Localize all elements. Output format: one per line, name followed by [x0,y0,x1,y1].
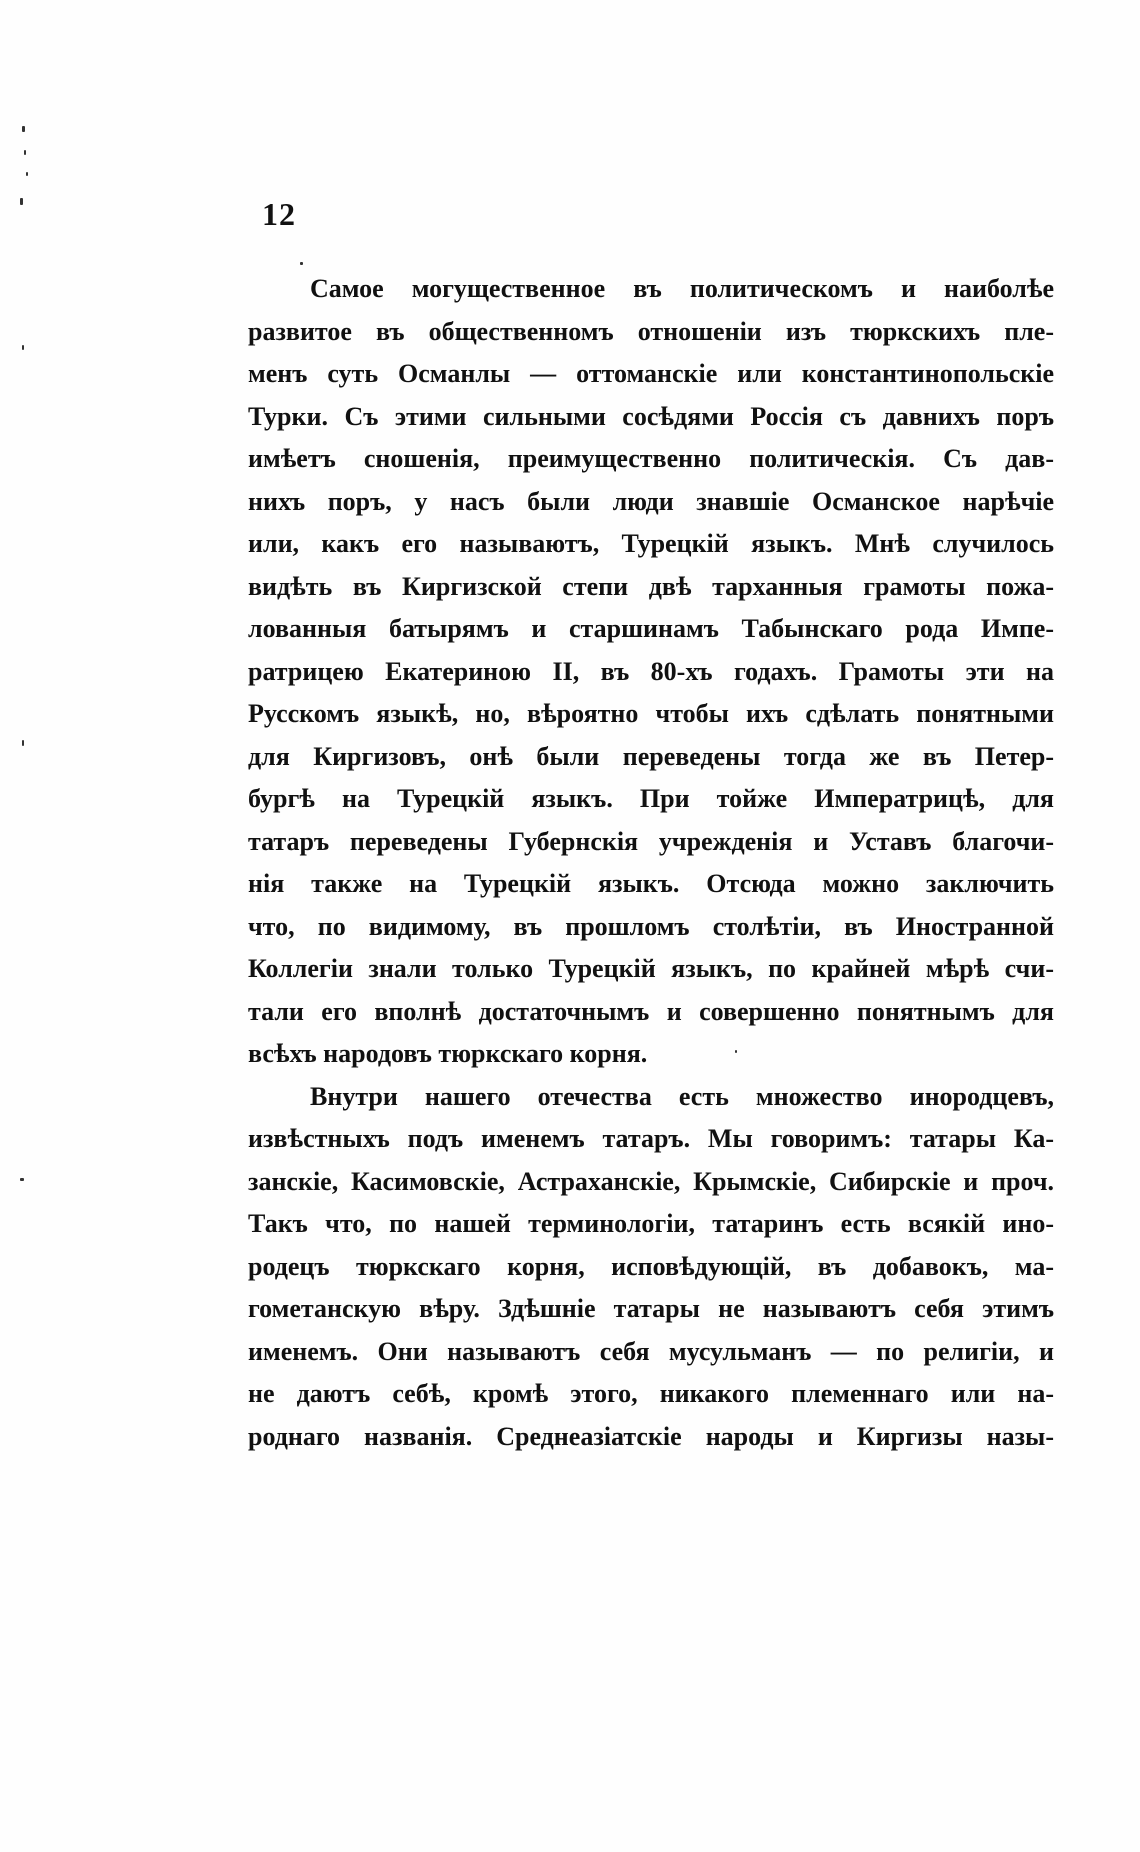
scan-speck [22,740,24,746]
text-line: гометанскую вѣру. Здѣшніе татары не называютъ себя этимъ [248,1294,1054,1323]
text-line: Внутри нашего отечества есть множество инородцевъ, [310,1081,1054,1111]
text-line: не даютъ себѣ, кромѣ этого, никакого племеннаго или на- [248,1379,1054,1408]
scan-speck [24,150,26,155]
text-line: Самое могущественное въ политическомъ и наиболѣе [310,274,1054,303]
scan-speck [20,198,23,205]
text-line: лованныя батырямъ и старшинамъ Табынскаго рода Импе- [248,614,1054,643]
text-line: тали его вполнѣ достаточнымъ и совершенно понятнымъ для [248,996,1054,1026]
body-text [248,268,1054,1458]
text-line: бургѣ на Турецкій языкъ. При тойже Императрицѣ, для [248,784,1054,813]
text-line: Такъ что, по нашей терминологіи, татаринъ есть всякій ино- [248,1209,1054,1238]
text-line: роднаго названія. Среднеазіатскіе народы и Киргизы назы- [248,1421,1054,1451]
text-line: имѣетъ сношенія, преимущественно политическія. Съ дав- [248,444,1054,473]
text-line: татаръ переведены Губернскія учрежденія и Уставъ благочи- [248,826,1054,856]
text-line: нихъ поръ, у насъ были люди знавшіе Османское нарѣчіе [248,486,1054,516]
text-line: ратрицею Екатериною II, въ 80-хъ годахъ. Грамоты эти на [248,656,1054,686]
paragraph-1 [248,268,1054,1076]
text-line: Коллегіи знали только Турецкій языкъ, по крайней мѣрѣ счи- [248,954,1054,983]
text-line: всѣхъ народовъ тюркскаго корня. [248,1039,648,1068]
scan-speck [22,345,24,350]
text-line: развитое въ общественномъ отношеніи изъ тюркскихъ пле- [248,316,1054,346]
text-line: видѣть въ Киргизской степи двѣ тарханныя грамоты пожа- [248,571,1054,601]
scan-speck [300,262,303,265]
text-line: Турки. Съ этими сильными сосѣдями Россія съ давнихъ поръ [248,401,1054,431]
text-line: извѣстныхъ подъ именемъ татаръ. Мы говоримъ: татары Ка- [248,1124,1054,1153]
text-line: менъ суть Османлы — оттоманскіе или константинопольскіе [248,359,1054,388]
scan-speck [22,126,25,132]
text-line: занскіе, Касимовскіе, Астраханскіе, Крымскіе, Сибирскіе и проч. [248,1166,1054,1196]
text-line: родецъ тюркскаго корня, исповѣдующій, въ добавокъ, ма- [248,1251,1054,1281]
text-line: что, по видимому, въ прошломъ столѣтіи, въ Иностранной [248,911,1054,941]
page-number: 12 [262,196,296,232]
text-line: Русскомъ языкѣ, но, вѣроятно чтобы ихъ сдѣлать понятными [248,699,1054,728]
paragraph-2 [248,1076,1054,1459]
text-line: нія также на Турецкій языкъ. Отсюда можно заключить [248,869,1054,898]
text-line: или, какъ его называютъ, Турецкій языкъ. Мнѣ случилось [248,529,1054,558]
text-line: для Киргизовъ, онѣ были переведены тогда же въ Петер- [248,741,1054,771]
text-line: именемъ. Они называютъ себя мусульманъ — по религіи, и [248,1336,1054,1366]
scan-speck [26,172,28,176]
scan-speck [20,1178,24,1181]
